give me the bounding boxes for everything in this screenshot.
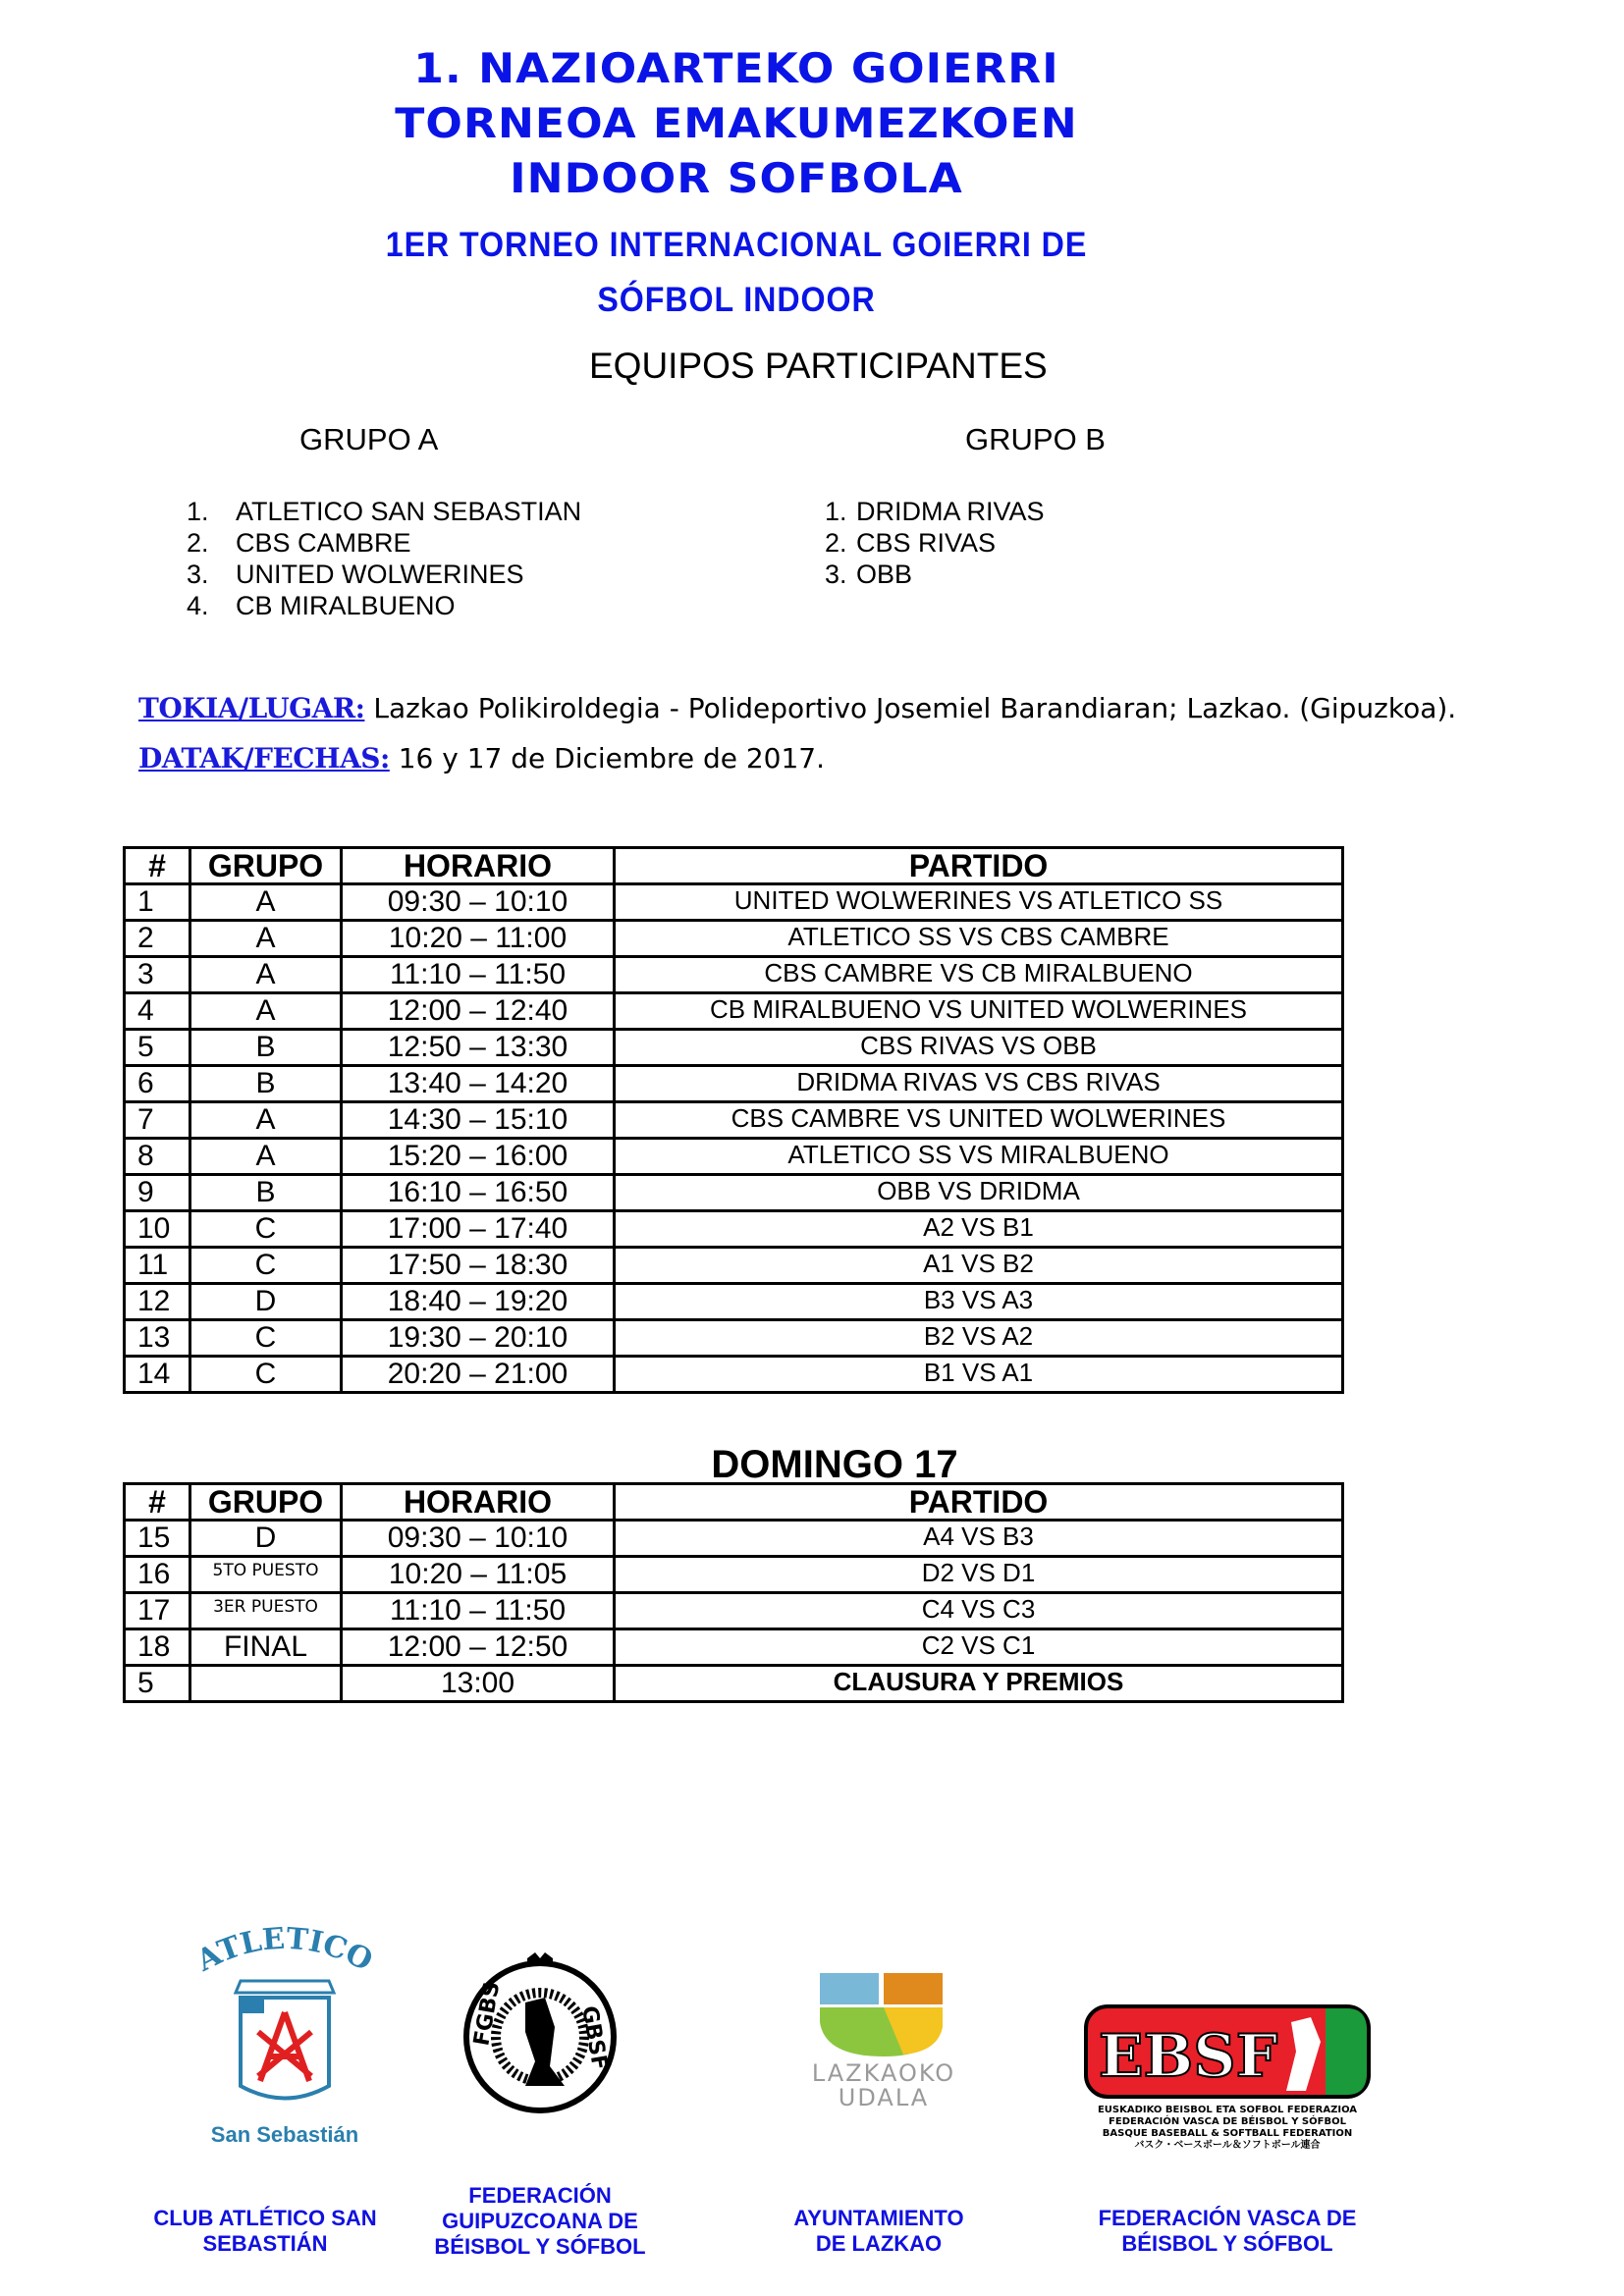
- table-row: [125, 1320, 1343, 1357]
- col-header-grupo: GRUPO: [190, 848, 342, 884]
- table-row: [125, 1357, 1343, 1393]
- schedule-table-sunday: [123, 1482, 1344, 1703]
- cell-grupo: B: [190, 1066, 342, 1102]
- cell-partido: A4 VS B3: [615, 1521, 1343, 1557]
- cell-horario: 12:00 – 12:50: [342, 1629, 615, 1666]
- schedule-body-sunday: [125, 1521, 1343, 1702]
- cell-grupo: D: [190, 1284, 342, 1320]
- cell-partido: B1 VS A1: [615, 1357, 1343, 1393]
- col-header-horario: HORARIO: [342, 1484, 615, 1521]
- cell-horario: 14:30 – 15:10: [342, 1102, 615, 1139]
- dates-line: [138, 742, 825, 774]
- cell-grupo: C: [190, 1211, 342, 1248]
- table-row: [125, 1066, 1343, 1102]
- list-item: [825, 559, 1045, 590]
- cell-horario: 16:10 – 16:50: [342, 1175, 615, 1211]
- cell-grupo: D: [190, 1521, 342, 1557]
- cell-horario: 13:00: [342, 1666, 615, 1702]
- cell-horario: 10:20 – 11:05: [342, 1557, 615, 1593]
- title-basque-line-1: 1. NAZIOARTEKO GOIERRI: [413, 44, 1059, 92]
- col-header-grupo: GRUPO: [190, 1484, 342, 1521]
- list-item: [825, 527, 1045, 559]
- cell-partido: CBS RIVAS VS OBB: [615, 1030, 1343, 1066]
- cell-partido: UNITED WOLWERINES VS ATLETICO SS: [615, 884, 1343, 921]
- fgbs-gbsf-logo: [457, 1949, 623, 2115]
- cell-partido: ATLETICO SS VS CBS CAMBRE: [615, 921, 1343, 957]
- caption-line: FEDERACIÓN: [468, 2183, 612, 2208]
- svg-text:BASQUE BASEBALL & SOFTBALL FED: BASQUE BASEBALL & SOFTBALL FEDERATION: [1102, 2128, 1353, 2139]
- list-item: [187, 527, 581, 559]
- caption-fgbs: [412, 2183, 668, 2260]
- cell-grupo: A: [190, 1139, 342, 1175]
- cell-horario: 19:30 – 20:10: [342, 1320, 615, 1357]
- table-row: [125, 1030, 1343, 1066]
- cell-number: 6: [125, 1066, 190, 1102]
- cell-grupo: C: [190, 1248, 342, 1284]
- list-item: [187, 590, 581, 621]
- list-number: 2.: [187, 528, 209, 558]
- table-row: [125, 1666, 1343, 1702]
- svg-text:ATLETICO: [190, 1922, 378, 1979]
- cell-partido: ATLETICO SS VS MIRALBUENO: [615, 1139, 1343, 1175]
- caption-line: BÉISBOL Y SÓFBOL: [1121, 2231, 1333, 2256]
- cell-grupo: B: [190, 1175, 342, 1211]
- col-header-partido: PARTIDO: [615, 1484, 1343, 1521]
- cell-partido: A1 VS B2: [615, 1248, 1343, 1284]
- cell-number: 5: [125, 1030, 190, 1066]
- cell-partido: CB MIRALBUENO VS UNITED WOLWERINES: [615, 993, 1343, 1030]
- table-row: [125, 884, 1343, 921]
- cell-partido: D2 VS D1: [615, 1557, 1343, 1593]
- list-number: 1.: [825, 497, 847, 526]
- logo-text: EBSF: [1098, 2022, 1278, 2091]
- cell-grupo: C: [190, 1357, 342, 1393]
- col-header-horario: HORARIO: [342, 848, 615, 884]
- cell-number: 9: [125, 1175, 190, 1211]
- list-item: [825, 496, 1045, 527]
- table-row: [125, 1175, 1343, 1211]
- title-basque-line-3: INDOOR SOFBOLA: [510, 154, 963, 202]
- cell-grupo: 3ER PUESTO: [190, 1593, 342, 1629]
- table-row: [125, 1102, 1343, 1139]
- ebsf-logo: [1080, 2002, 1375, 2160]
- cell-number: 8: [125, 1139, 190, 1175]
- col-header-partido: PARTIDO: [615, 848, 1343, 884]
- table-row: [125, 1629, 1343, 1666]
- cell-grupo: 5TO PUESTO: [190, 1557, 342, 1593]
- cell-number: 13: [125, 1320, 190, 1357]
- table-row: [125, 1557, 1343, 1593]
- logo-text-top: ATLETICO: [190, 1921, 378, 1979]
- cell-partido: C2 VS C1: [615, 1629, 1343, 1666]
- caption-line: DE LAZKAO: [815, 2231, 943, 2256]
- table-row: [125, 993, 1343, 1030]
- cell-number: 2: [125, 921, 190, 957]
- cell-horario: 20:20 – 21:00: [342, 1357, 615, 1393]
- col-header-number: #: [125, 1484, 190, 1521]
- caption-line: SEBASTIÁN: [202, 2231, 328, 2256]
- atletico-crest-icon: [182, 1914, 388, 2150]
- cell-horario: 12:50 – 13:30: [342, 1030, 615, 1066]
- cell-horario: 17:50 – 18:30: [342, 1248, 615, 1284]
- table-row: [125, 957, 1343, 993]
- ebsf-emblem-icon: [1080, 2002, 1375, 2160]
- logo-text-line-2: UDALA: [838, 2084, 930, 2111]
- cell-number: 11: [125, 1248, 190, 1284]
- cell-partido: B2 VS A2: [615, 1320, 1343, 1357]
- table-row: [125, 1139, 1343, 1175]
- cell-number: 14: [125, 1357, 190, 1393]
- title-basque: [0, 41, 1510, 206]
- col-header-number: #: [125, 848, 190, 884]
- cell-horario: 12:00 – 12:40: [342, 993, 615, 1030]
- cell-horario: 10:20 – 11:00: [342, 921, 615, 957]
- cell-number: 15: [125, 1521, 190, 1557]
- table-row: [125, 1593, 1343, 1629]
- team-name: CBS RIVAS: [856, 528, 997, 558]
- table-header-row: [125, 1484, 1343, 1521]
- schedule-body-saturday: [125, 884, 1343, 1393]
- list-item: [187, 559, 581, 590]
- group-b-heading: GRUPO B: [965, 422, 1106, 456]
- cell-horario: 17:00 – 17:40: [342, 1211, 615, 1248]
- title-basque-line-2: TORNEOA EMAKUMEZKOEN: [395, 99, 1078, 147]
- cell-horario: 11:10 – 11:50: [342, 1593, 615, 1629]
- cell-horario: 18:40 – 19:20: [342, 1284, 615, 1320]
- lazkao-emblem-icon: [776, 1958, 992, 2115]
- cell-horario: 13:40 – 14:20: [342, 1066, 615, 1102]
- team-name: UNITED WOLWERINES: [236, 560, 524, 589]
- cell-partido: CBS CAMBRE VS UNITED WOLWERINES: [615, 1102, 1343, 1139]
- team-name: OBB: [856, 560, 913, 589]
- cell-number: 10: [125, 1211, 190, 1248]
- list-number: 3.: [187, 560, 209, 589]
- logo-text-bottom: San Sebastián: [210, 2122, 359, 2147]
- cell-grupo: A: [190, 921, 342, 957]
- place-line: [138, 692, 1456, 724]
- cell-partido: C4 VS C3: [615, 1593, 1343, 1629]
- cell-number: 1: [125, 884, 190, 921]
- caption-line: FEDERACIÓN VASCA DE: [1098, 2206, 1357, 2230]
- team-name: ATLETICO SAN SEBASTIAN: [236, 497, 582, 526]
- place-label: TOKIA/LUGAR:: [138, 692, 365, 724]
- schedule-table-saturday: [123, 846, 1344, 1394]
- title-spanish: [59, 218, 1414, 328]
- caption-line: CLUB ATLÉTICO SAN: [153, 2206, 377, 2230]
- svg-text:EUSKADIKO BEISBOL ETA SOFBOL F: EUSKADIKO BEISBOL ETA SOFBOL FEDERAZIOA: [1097, 2105, 1358, 2115]
- list-number: 2.: [825, 528, 847, 558]
- group-a-heading: GRUPO A: [299, 422, 439, 456]
- cell-grupo: A: [190, 993, 342, 1030]
- team-name: CB MIRALBUENO: [236, 591, 456, 620]
- group-a-list: [187, 496, 581, 621]
- group-b-list: [825, 496, 1045, 590]
- teams-heading: EQUIPOS PARTICIPANTES: [589, 346, 1048, 386]
- cell-grupo: C: [190, 1320, 342, 1357]
- team-name: CBS CAMBRE: [236, 528, 411, 558]
- cell-partido: OBB VS DRIDMA: [615, 1175, 1343, 1211]
- cell-horario: 09:30 – 10:10: [342, 1521, 615, 1557]
- cell-number: 5: [125, 1666, 190, 1702]
- cell-partido: A2 VS B1: [615, 1211, 1343, 1248]
- table-row: [125, 921, 1343, 957]
- table-row: [125, 1248, 1343, 1284]
- cell-grupo: A: [190, 957, 342, 993]
- cell-number: 17: [125, 1593, 190, 1629]
- dates-label: DATAK/FECHAS:: [138, 742, 390, 774]
- table-row: [125, 1211, 1343, 1248]
- baseball-player-emblem-icon: [457, 1949, 623, 2115]
- list-number: 3.: [825, 560, 847, 589]
- svg-text:FEDERACIÓN VASCA DE BÉISBOL Y: FEDERACIÓN VASCA DE BÉISBOL Y SÓFBOL: [1109, 2116, 1346, 2127]
- caption-lazkao: [766, 2206, 992, 2257]
- logo-text-left: FGBS: [469, 1979, 506, 2049]
- atletico-san-sebastian-logo: [182, 1914, 388, 2150]
- cell-grupo: A: [190, 1102, 342, 1139]
- table-header-row: [125, 848, 1343, 884]
- title-spanish-line-2: SÓFBOL INDOOR: [597, 281, 876, 319]
- cell-grupo: [190, 1666, 342, 1702]
- caption-atletico: [137, 2206, 393, 2257]
- dates-value: 16 y 17 de Diciembre de 2017.: [398, 742, 826, 774]
- team-name: DRIDMA RIVAS: [856, 497, 1045, 526]
- list-item: [187, 496, 581, 527]
- cell-grupo: FINAL: [190, 1629, 342, 1666]
- cell-partido: DRIDMA RIVAS VS CBS RIVAS: [615, 1066, 1343, 1102]
- list-number: 1.: [187, 497, 209, 526]
- title-spanish-line-1: 1ER TORNEO INTERNACIONAL GOIERRI DE: [385, 226, 1088, 264]
- caption-line: AYUNTAMIENTO: [793, 2206, 964, 2230]
- cell-horario: 15:20 – 16:00: [342, 1139, 615, 1175]
- cell-horario: 11:10 – 11:50: [342, 957, 615, 993]
- cell-number: 3: [125, 957, 190, 993]
- cell-number: 18: [125, 1629, 190, 1666]
- cell-number: 4: [125, 993, 190, 1030]
- table-row: [125, 1284, 1343, 1320]
- lazkaoko-udala-logo: [776, 1958, 992, 2115]
- place-value: Lazkao Polikiroldegia - Polideportivo Josemiel Barandiaran; Lazkao. (Gipuzkoa).: [373, 692, 1457, 724]
- caption-line: GUIPUZCOANA DE: [442, 2209, 638, 2233]
- table-row: [125, 1521, 1343, 1557]
- cell-partido: B3 VS A3: [615, 1284, 1343, 1320]
- cell-horario: 09:30 – 10:10: [342, 884, 615, 921]
- cell-grupo: A: [190, 884, 342, 921]
- cell-partido: CBS CAMBRE VS CB MIRALBUENO: [615, 957, 1343, 993]
- cell-partido: CLAUSURA Y PREMIOS: [615, 1666, 1343, 1702]
- list-number: 4.: [187, 591, 209, 620]
- logo-text-right: GBSF: [576, 2003, 613, 2072]
- logo-text-line-1: LAZKAOKO: [811, 2059, 956, 2087]
- caption-line: BÉISBOL Y SÓFBOL: [434, 2234, 646, 2259]
- cell-number: 12: [125, 1284, 190, 1320]
- sunday-heading: DOMINGO 17: [711, 1443, 958, 1486]
- cell-grupo: B: [190, 1030, 342, 1066]
- svg-text:バスク・ベースボール＆ソフトボール連合: バスク・ベースボール＆ソフトボール連合: [1134, 2140, 1321, 2151]
- cell-number: 16: [125, 1557, 190, 1593]
- cell-number: 7: [125, 1102, 190, 1139]
- caption-ebsf: [1080, 2206, 1375, 2257]
